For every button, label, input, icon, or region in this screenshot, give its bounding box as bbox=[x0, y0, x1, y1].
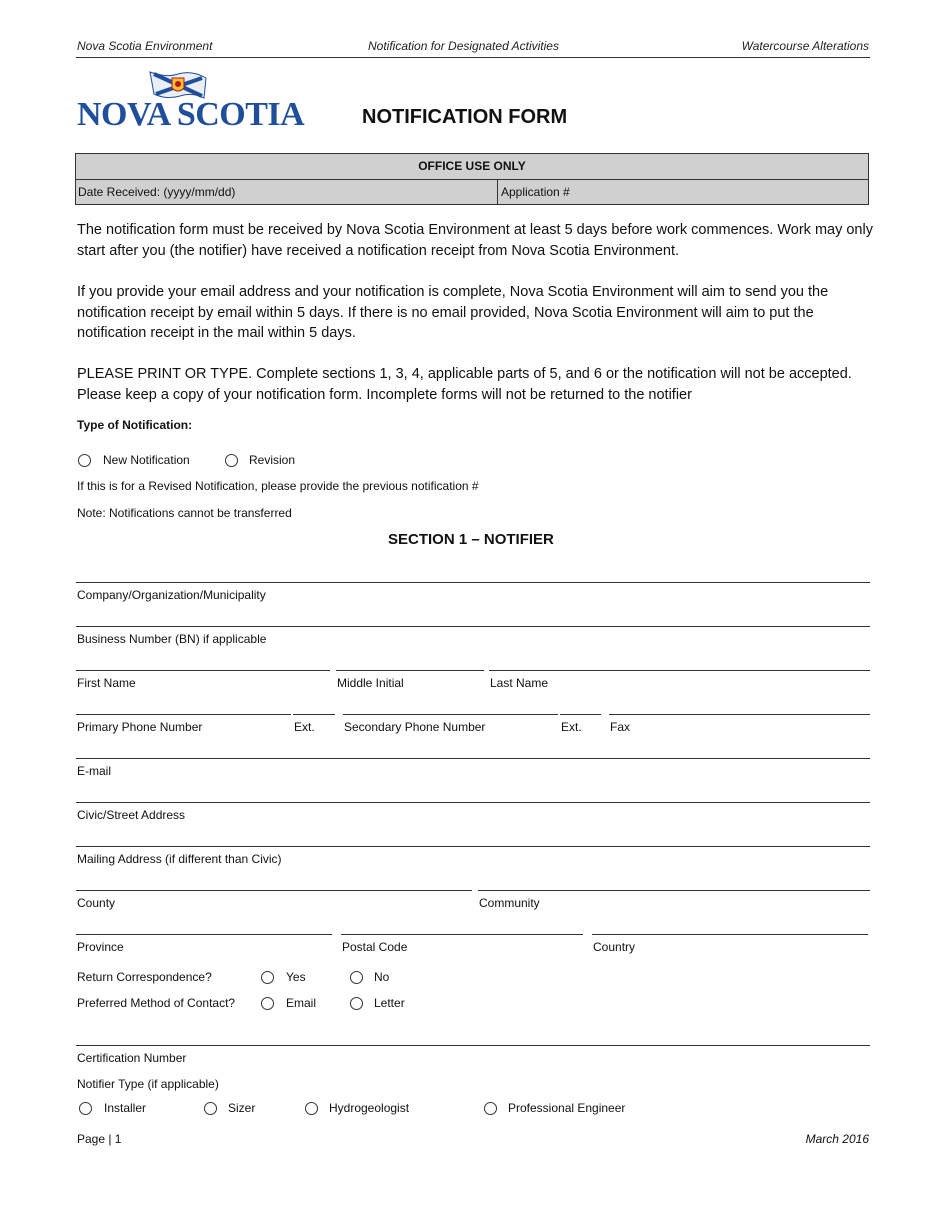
revision-option[interactable] bbox=[225, 453, 295, 467]
return-correspondence-label: Return Correspondence? bbox=[77, 970, 212, 984]
contact-email-radio[interactable] bbox=[261, 997, 274, 1010]
intro-paragraph-2: If you provide your email address and your notification is complete, Nova Scotia Environment will aim to send you the notification receipt by email within 5 days. If there is no email provided, Nova Scotia Environment will aim to put the notification receipt in the mail within 5 days. bbox=[77, 284, 829, 341]
hydrogeologist-radio[interactable] bbox=[305, 1102, 318, 1115]
new-notification-label: New Notification bbox=[103, 453, 190, 467]
logo-wordmark: NOVA SCOTIA bbox=[77, 96, 305, 133]
postal-code-label: Postal Code bbox=[342, 940, 408, 954]
ext1-label: Ext. bbox=[294, 720, 315, 734]
professional-engineer-label: Professional Engineer bbox=[508, 1101, 626, 1115]
civic-address-field-line[interactable] bbox=[76, 802, 870, 803]
header-rule bbox=[76, 57, 870, 58]
community-label: Community bbox=[479, 896, 540, 910]
preferred-contact-label: Preferred Method of Contact? bbox=[77, 996, 236, 1010]
transfer-note: Note: Notifications cannot be transferred bbox=[77, 506, 292, 520]
company-label: Company/Organization/Municipality bbox=[77, 588, 266, 602]
professional-engineer-option[interactable] bbox=[484, 1101, 625, 1115]
contact-letter-radio[interactable] bbox=[350, 997, 363, 1010]
county-label: County bbox=[77, 896, 116, 910]
first-name-field-line[interactable] bbox=[76, 670, 330, 671]
notification-type-label: Type of Notification: bbox=[77, 418, 193, 432]
revision-radio[interactable] bbox=[225, 454, 238, 467]
footer-date: March 2016 bbox=[805, 1132, 869, 1146]
return-yes-label: Yes bbox=[286, 970, 306, 984]
section-1-title: SECTION 1 – NOTIFIER bbox=[388, 531, 554, 548]
civic-address-label: Civic/Street Address bbox=[77, 808, 186, 822]
business-number-label: Business Number (BN) if applicable bbox=[77, 632, 267, 646]
certification-number-label: Certification Number bbox=[77, 1051, 187, 1065]
primary-phone-field-line[interactable] bbox=[76, 714, 291, 715]
installer-option[interactable] bbox=[79, 1101, 146, 1115]
revision-label: Revision bbox=[249, 453, 296, 467]
new-notification-option[interactable] bbox=[78, 453, 190, 467]
contact-email-label: Email bbox=[286, 996, 317, 1010]
application-number-field: Application # bbox=[501, 185, 570, 199]
contact-letter-option[interactable] bbox=[350, 996, 405, 1010]
middle-initial-field-line[interactable] bbox=[336, 670, 484, 671]
certification-number-field-line[interactable] bbox=[76, 1045, 870, 1046]
ext2-label: Ext. bbox=[561, 720, 582, 734]
return-no-radio[interactable] bbox=[350, 971, 363, 984]
hydrogeologist-label: Hydrogeologist bbox=[329, 1101, 410, 1115]
primary-phone-label: Primary Phone Number bbox=[77, 720, 203, 734]
company-field-line[interactable] bbox=[76, 582, 870, 583]
professional-engineer-radio[interactable] bbox=[484, 1102, 497, 1115]
header-left: Nova Scotia Environment bbox=[77, 39, 213, 53]
hydrogeologist-option[interactable] bbox=[305, 1101, 409, 1115]
sizer-radio[interactable] bbox=[204, 1102, 217, 1115]
return-no-option[interactable] bbox=[350, 970, 389, 984]
country-label: Country bbox=[593, 940, 636, 954]
county-field-line[interactable] bbox=[76, 890, 472, 891]
office-use-title: OFFICE USE ONLY bbox=[76, 154, 868, 180]
last-name-field-line[interactable] bbox=[489, 670, 870, 671]
header-center: Notification for Designated Activities bbox=[368, 39, 559, 53]
page-number: Page | 1 bbox=[77, 1132, 122, 1146]
community-field-line[interactable] bbox=[478, 890, 870, 891]
installer-radio[interactable] bbox=[79, 1102, 92, 1115]
notifier-type-label: Notifier Type (if applicable) bbox=[77, 1077, 219, 1091]
business-number-field-line[interactable] bbox=[76, 626, 870, 627]
email-field-line[interactable] bbox=[76, 758, 870, 759]
new-notification-radio[interactable] bbox=[78, 454, 91, 467]
province-field-line[interactable] bbox=[76, 934, 332, 935]
office-use-table bbox=[75, 153, 869, 205]
form-title: NOTIFICATION FORM bbox=[362, 106, 568, 128]
return-yes-radio[interactable] bbox=[261, 971, 274, 984]
contact-letter-label: Letter bbox=[374, 996, 405, 1010]
sizer-option[interactable] bbox=[204, 1101, 255, 1115]
header-right: Watercourse Alterations bbox=[741, 39, 869, 53]
ext2-field-line[interactable] bbox=[560, 714, 601, 715]
sizer-label: Sizer bbox=[228, 1101, 256, 1115]
fax-label: Fax bbox=[610, 720, 631, 734]
return-yes-option[interactable] bbox=[261, 970, 306, 984]
mailing-address-label: Mailing Address (if different than Civic) bbox=[77, 852, 282, 866]
province-label: Province bbox=[77, 940, 124, 954]
installer-label: Installer bbox=[104, 1101, 147, 1115]
revised-notification-note: If this is for a Revised Notification, please provide the previous notification # bbox=[77, 479, 479, 493]
mailing-address-field-line[interactable] bbox=[76, 846, 870, 847]
contact-email-option[interactable] bbox=[261, 996, 316, 1010]
secondary-phone-field-line[interactable] bbox=[343, 714, 558, 715]
middle-initial-label: Middle Initial bbox=[337, 676, 404, 690]
date-received-field: Date Received: (yyyy/mm/dd) bbox=[76, 180, 498, 205]
email-label: E-mail bbox=[77, 764, 112, 778]
return-no-label: No bbox=[374, 970, 390, 984]
fax-field-line[interactable] bbox=[609, 714, 870, 715]
first-name-label: First Name bbox=[77, 676, 136, 690]
ext1-field-line[interactable] bbox=[293, 714, 335, 715]
last-name-label: Last Name bbox=[490, 676, 549, 690]
postal-code-field-line[interactable] bbox=[341, 934, 583, 935]
secondary-phone-label: Secondary Phone Number bbox=[344, 720, 486, 734]
intro-paragraph-3: PLEASE PRINT OR TYPE. Complete sections 1, 3, 4, applicable parts of 5, and 6 or the notification will not be accepted. Please keep a copy of your notification form. Incomplete forms will not be returned to the notifier bbox=[77, 366, 852, 403]
country-field-line[interactable] bbox=[592, 934, 868, 935]
intro-paragraph-1: The notification form must be received by Nova Scotia Environment at least 5 days before work commences. Work may only start after you (the notifier) have received a notification receipt from Nova Scotia Environment. bbox=[77, 222, 873, 259]
